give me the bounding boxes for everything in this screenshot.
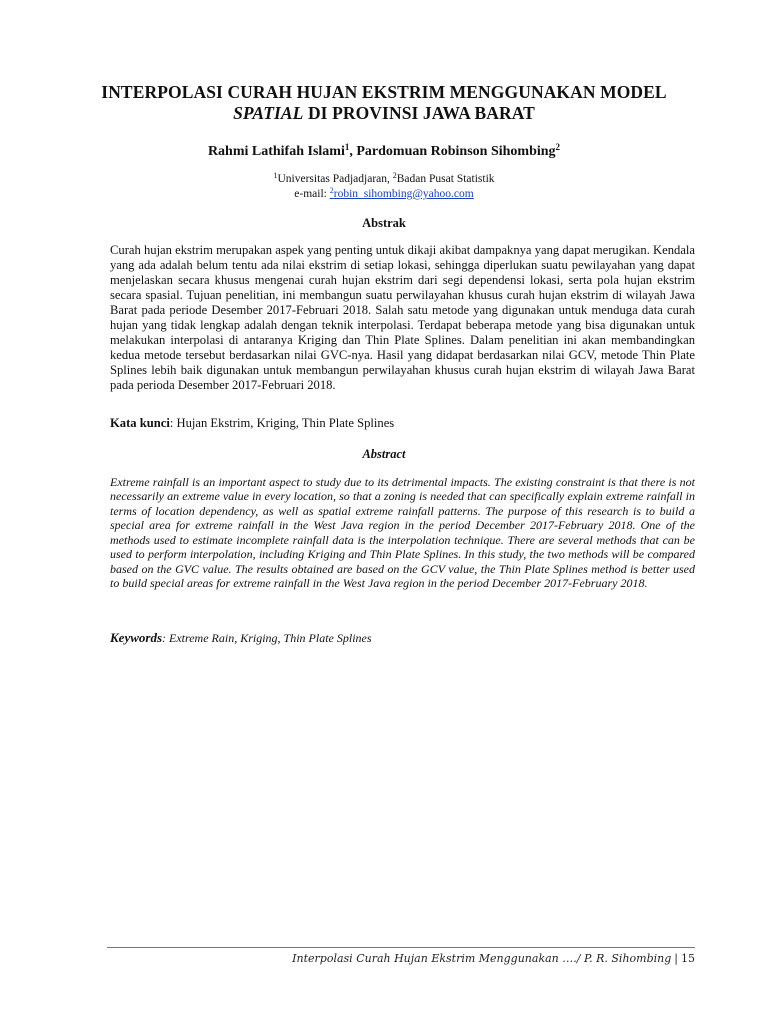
page-footer xyxy=(100,952,695,966)
title-line-2 xyxy=(100,103,668,124)
author-separator: , xyxy=(349,144,357,159)
title-italic-word: SPATIAL xyxy=(233,103,304,123)
affiliation-line xyxy=(100,172,668,187)
abstrak-keywords-text: : Hujan Ekstrim, Kriging, Thin Plate Splines xyxy=(169,416,395,430)
paper-title xyxy=(100,82,668,124)
author-2-name: Pardomuan Robinson Sihombing xyxy=(356,144,556,159)
author-list xyxy=(100,143,668,161)
email-address: robin_sihombing@yahoo.com xyxy=(333,188,474,200)
abstrak-keywords xyxy=(110,416,695,431)
title-line-1: INTERPOLASI CURAH HUJAN EKSTRIM MENGGUNAKAN MODEL xyxy=(101,82,667,102)
author-1-name: Rahmi Lathifah Islami xyxy=(207,144,345,159)
title-line-2-rest: DI PROVINSI JAWA BARAT xyxy=(303,103,535,123)
abstrak-body: Curah hujan ekstrim merupakan aspek yang penting untuk dikaji akibat dampaknya yang dapat merugikan. Kendala yang ada adalah belum tentu ada nilai ekstrim di setiap lokasi, sehingga diperlukan suatu pewilayahan yang dapat menjelaskan secara khusus mengenai curah hujan ekstrim dari segi dependensi lokasi, serta pola hujan ekstrim secara spasial. Tujuan penelitian, ini membangun suatu perwilayahan khusus curah hujan ekstrim di wilayah Jawa Barat pada periode Desember 2017-Februari 2018. Salah satu metode yang digunakan untuk menduga data curah hujan yang tidak lengkap adalah dengan teknik interpolasi. Terdapat beberapa metode yang bisa digunakan untuk melakukan interpolasi di antaranya Kriging dan Thin Plate Splines. Dalam penelitian ini akan membandingkan kedua metode tersebut berdasarkan nilai GVC-nya. Hasil yang didapat berdasarkan nilai GCV, metode Thin Plate Splines lebih baik digunakan untuk membangun perwilayahan khusus curah hujan ekstrim di wilayah Jawa Barat pada perioda Desember 2017-Februari 2018. xyxy=(110,243,695,393)
abstract-keywords-text: : Extreme Rain, Kriging, Thin Plate Splines xyxy=(162,631,372,645)
affiliation-1: Universitas Padjadjaran, xyxy=(277,173,393,185)
abstract-keywords-label: Keywords xyxy=(110,630,162,645)
abstrak-keywords-label: Kata kunci xyxy=(110,416,170,430)
page-number: 15 xyxy=(681,952,695,965)
affiliation-1-sup: 1 xyxy=(273,171,278,180)
affiliations xyxy=(100,172,668,202)
email-link[interactable] xyxy=(330,188,474,200)
author-2-sup: 2 xyxy=(555,142,561,152)
abstrak-heading: Abstrak xyxy=(362,216,406,230)
abstract-heading: Abstract xyxy=(362,447,406,461)
affiliation-2: Badan Pusat Statistik xyxy=(396,173,495,185)
email-line xyxy=(100,187,668,202)
running-title: Interpolasi Curah Hujan Ekstrim Menggunakan …./ P. R. Sihombing xyxy=(292,952,672,965)
author-1-sup: 1 xyxy=(344,142,350,152)
email-sup: 2 xyxy=(329,186,334,195)
abstract-body: Extreme rainfall is an important aspect to study due to its detrimental impacts. The existing constraint is that there is not necessarily an extreme value in every location, so that a zoning is needed that can specifically explain extreme rainfall in terms of location dependency, as well as spatial extreme rainfall patterns. The purpose of this research is to build a special area for extreme rainfall in the West Java region in the period December 2017-February 2018. One of the methods used to estimate incomplete rainfall data is the interpolation technique. There are several methods that can be used to perform interpolation, including Kriging and Thin Plate Splines. In this study, the two methods will be compared based on the GVC value. The results obtained are based on the GCV value, the Thin Plate Splines method is better used to build special areas for extreme rainfall in the West Java region in the period December 2017-February 2018. xyxy=(110,475,695,591)
abstract-keywords xyxy=(110,630,695,646)
footer-separator: | xyxy=(674,952,678,965)
email-label: e-mail: xyxy=(294,188,330,200)
footer-divider xyxy=(107,947,695,948)
affiliation-2-sup: 2 xyxy=(392,171,397,180)
